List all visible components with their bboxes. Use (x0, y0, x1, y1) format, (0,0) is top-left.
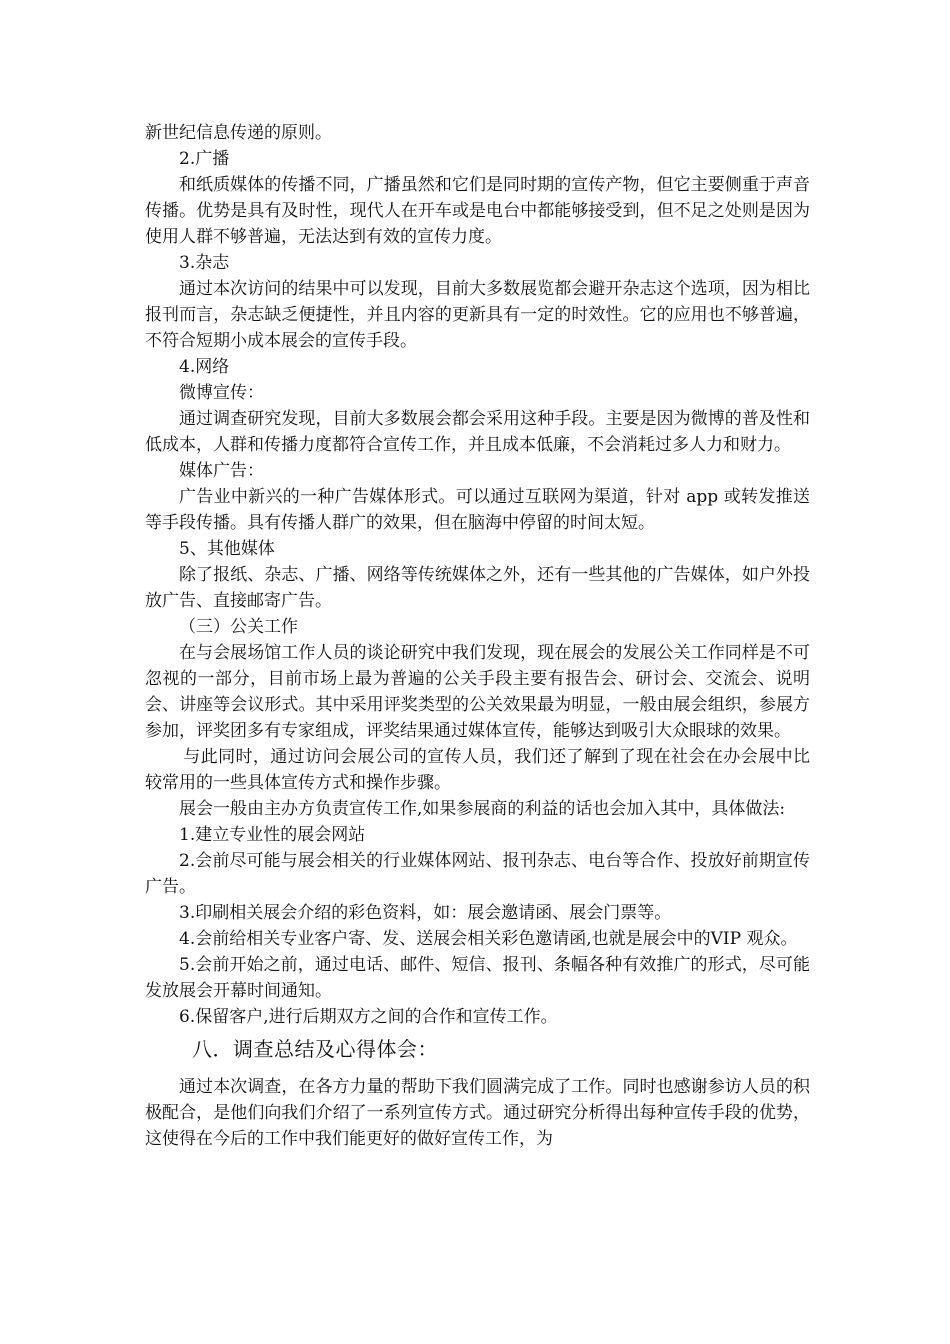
subheading-media-ads: 媒体广告： (179, 461, 264, 481)
paragraph-public-relations: 在与会展场馆工作人员的谈论研究中我们发现，现在展会的发展公关工作同样是不可忽视的一部分，目前市场上最为普遍的公关手段主要有报告会、研讨会、交流会、说明会、讲座等会议形式。其中采用评奖类型的公关效果最为明显，一般由展会组织，参展方参加，评奖团多有专家组成，评奖结果通过媒体宣传，能够达到吸引大众眼球的效果。 (145, 643, 810, 741)
section-heading: 八．调查总结及心得体会： (192, 1037, 438, 1061)
paragraph-media-ads: 广告业中新兴的一种广告媒体形式。可以通过互联网为渠道，针对 app 或转发推送等手段传播。具有传播人群广的效果，但在脑海中停留的时间太短。 (145, 487, 810, 533)
list-item-5: 5.会前开始之前，通过电话、邮件、短信、报刊、条幅各种有效推广的形式，尽可能发放展会开幕时间通知。 (145, 955, 810, 1001)
subheading-magazine: 3.杂志 (179, 253, 230, 273)
paragraph-organizer-method: 展会一般由主办方负责宣传工作,如果参展商的利益的话也会加入其中，具体做法: (179, 799, 786, 819)
document-body (145, 120, 810, 1152)
subheading-radio: 2.广播 (179, 149, 230, 169)
subheading-network: 4.网络 (179, 357, 230, 377)
list-item-2: 2.会前尽可能与展会相关的行业媒体网站、报刊杂志、电台等合作、投放好前期宣传广告。 (145, 851, 810, 897)
paragraph-radio: 和纸质媒体的传播不同，广播虽然和它们是同时期的宣传产物，但它主要侧重于声音传播。优势是具有及时性，现代人在开车或是电台中都能够接受到，但不足之处则是因为使用人群不够普遍，无法达到有效的宣传力度。 (145, 175, 810, 247)
paragraph-weibo: 通过调查研究发现，目前大多数展会都会采用这种手段。主要是因为微博的普及性和低成本，人群和传播力度都符合宣传工作，并且成本低廉，不会消耗过多人力和财力。 (145, 409, 810, 455)
paragraph-interview-findings: 与此同时，通过访问会展公司的宣传人员，我们还了解到了现在社会在办会展中比较常用的一些具体宣传方式和操作步骤。 (145, 747, 810, 793)
paragraph-continuation: 新世纪信息传递的原则。 (145, 123, 332, 143)
list-item-4: 4.会前给相关专业客户寄、发、送展会相关彩色邀请函,也就是展会中的VIP 观众。 (179, 929, 798, 949)
list-item-3: 3.印刷相关展会介绍的彩色资料，如：展会邀请函、展会门票等。 (179, 903, 672, 923)
subheading-weibo: 微博宣传： (179, 383, 264, 403)
list-item-1: 1.建立专业性的展会网站 (179, 825, 366, 845)
paragraph-summary: 通过本次调查，在各方力量的帮助下我们圆满完成了工作。同时也感谢参访人员的积极配合，是他们向我们介绍了一系列宣传方式。通过研究分析得出每种宣传手段的优势，这使得在今后的工作中我们能更好的做好宣传工作，为 (145, 1077, 810, 1149)
paragraph-other-media: 除了报纸、杂志、广播、网络等传统媒体之外，还有一些其他的广告媒体，如户外投放广告、直接邮寄广告。 (145, 565, 810, 611)
subheading-public-relations: （三）公关工作 (179, 617, 298, 637)
list-item-6: 6.保留客户,进行后期双方之间的合作和宣传工作。 (179, 1007, 558, 1027)
paragraph-magazine: 通过本次访问的结果中可以发现，目前大多数展览都会避开杂志这个选项，因为相比报刊而言，杂志缺乏便捷性，并且内容的更新具有一定的时效性。它的应用也不够普遍，不符合短期小成本展会的宣传手段。 (145, 279, 810, 351)
subheading-other-media: 5、其他媒体 (179, 539, 275, 559)
